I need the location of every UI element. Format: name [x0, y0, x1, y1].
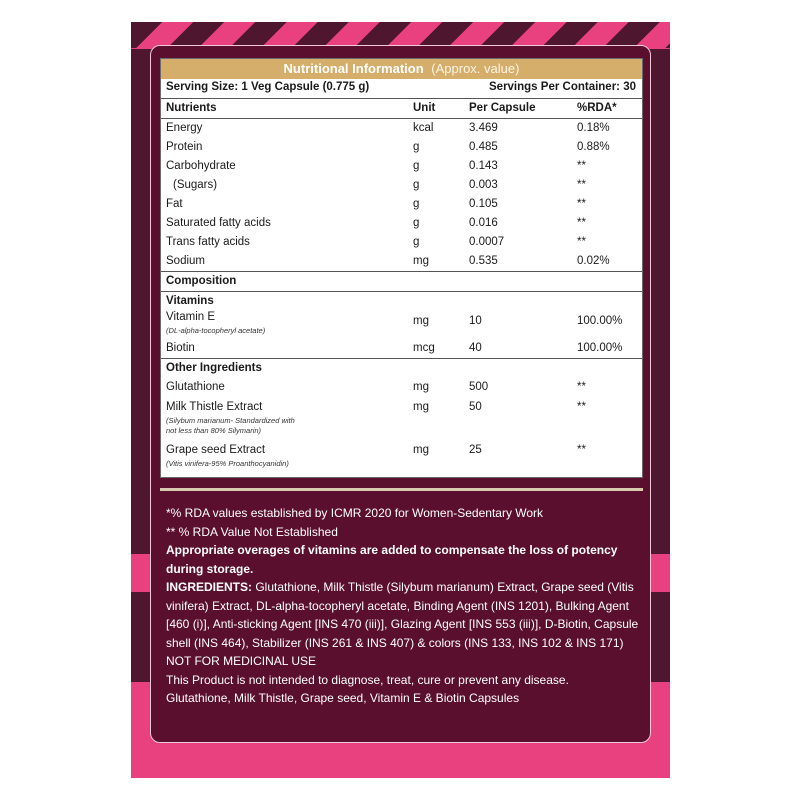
table-title-text: Nutritional Information: [283, 61, 424, 76]
nutrient-value: 0.016: [469, 217, 498, 229]
nutrient-unit: g: [413, 236, 420, 248]
biotin-rda: 100.00%: [577, 342, 623, 354]
composition-label: Composition: [166, 275, 237, 287]
nutrient-rda: **: [577, 198, 586, 210]
vitamin-e-name: Vitamin E: [166, 311, 216, 323]
nutrient-unit: g: [413, 179, 420, 191]
nutrient-name: Saturated fatty acids: [166, 217, 271, 229]
vitamins-block: [161, 292, 642, 359]
other-ingredients-block: [161, 359, 642, 468]
nutrition-table: [160, 58, 643, 478]
nutrient-name: Trans fatty acids: [166, 236, 250, 248]
notes-section: [166, 504, 641, 708]
composition-row: [161, 272, 642, 292]
biotin-unit: mcg: [413, 342, 435, 354]
nutrient-value: 0.0007: [469, 236, 505, 248]
vitamin-e-unit: mg: [413, 315, 429, 327]
nutrient-rda: 0.02%: [577, 255, 610, 267]
serving-row: [161, 79, 642, 99]
grape-seed-rda: **: [577, 444, 586, 456]
nutrient-value: 0.105: [469, 198, 498, 210]
nutrient-value: 3.469: [469, 122, 498, 134]
not-medicinal-note: NOT FOR MEDICINAL USE: [166, 654, 317, 668]
vitamins-label: Vitamins: [166, 295, 214, 307]
nutrient-value: 0.485: [469, 141, 498, 153]
grape-seed-value: 25: [469, 444, 482, 456]
header-rda: %RDA*: [577, 102, 617, 114]
header-per-capsule: Per Capsule: [469, 102, 536, 114]
nutrient-rda: 0.18%: [577, 122, 610, 134]
milk-thistle-name: Milk Thistle Extract: [166, 401, 263, 413]
servings-per-container: Servings Per Container: 30: [489, 81, 636, 93]
nutrient-unit: kcal: [413, 122, 434, 134]
milk-thistle-sub2: not less than 80% Silymarin): [166, 426, 262, 435]
other-ingredients-label: Other Ingredients: [166, 362, 262, 374]
rda-not-established-note: ** % RDA Value Not Established: [166, 524, 338, 539]
disclaimer-note: This Product is not intended to diagnose, treat, cure or prevent any disease.: [166, 672, 569, 687]
nutrient-unit: mg: [413, 255, 429, 267]
milk-thistle-rda: **: [577, 401, 586, 413]
biotin-name: Biotin: [166, 342, 195, 354]
overage-note: Appropriate overages of vitamins are added to compensate the loss of potency during storage.: [166, 543, 618, 576]
nutrient-rda: 0.88%: [577, 141, 610, 153]
ingredients-label: INGREDIENTS:: [166, 580, 253, 594]
nutrient-unit: g: [413, 198, 420, 210]
vitamin-e-rda: 100.00%: [577, 315, 623, 327]
ingredients-paragraph: [166, 578, 641, 652]
nutrient-name: (Sugars): [173, 179, 218, 191]
glutathione-unit: mg: [413, 381, 429, 393]
nutrient-rda: **: [577, 217, 586, 229]
nutrients-block: [161, 119, 642, 272]
grape-seed-unit: mg: [413, 444, 429, 456]
nutrient-value: 0.535: [469, 255, 498, 267]
product-name: Glutathione, Milk Thistle, Grape seed, Vitamin E & Biotin Capsules: [166, 691, 520, 705]
nutrient-unit: g: [413, 160, 420, 172]
nutrient-unit: g: [413, 217, 420, 229]
header-nutrients: Nutrients: [166, 102, 217, 114]
nutrient-unit: g: [413, 141, 420, 153]
vitamin-e-value: 10: [469, 315, 482, 327]
nutrient-name: Carbohydrate: [166, 160, 236, 172]
milk-thistle-value: 50: [469, 401, 482, 413]
milk-thistle-unit: mg: [413, 401, 429, 413]
glutathione-rda: **: [577, 381, 586, 393]
table-title: [161, 59, 642, 79]
ingredients-text: Glutathione, Milk Thistle (Silybum marianum) Extract, Grape seed (Vitis vinifera) Extract, DL-alpha-tocopheryl acetate, Binding Agent (INS 1201), Bulking Agent [460 (i)], Anti-sticking Agent [INS 470 (iii)], Glazing Agent [INS 553 (iii)], D-Biotin, Capsule shell (INS 464), Stabilizer (INS 261 & INS 407) & colors (INS 133, INS 102 & INS 171): [166, 580, 639, 650]
grape-seed-sub: (Vitis vinifera-95% Proanthocyanidin): [166, 459, 289, 468]
divider-line: [160, 488, 643, 491]
nutrient-name: Sodium: [166, 255, 205, 267]
nutrient-name: Energy: [166, 122, 203, 134]
nutrient-name: Protein: [166, 141, 203, 153]
glutathione-value: 500: [469, 381, 489, 393]
serving-size: Serving Size: 1 Veg Capsule (0.775 g): [166, 81, 370, 93]
rda-note: *% RDA values established by ICMR 2020 for Women-Sedentary Work: [166, 506, 544, 520]
nutrient-rda: **: [577, 160, 586, 172]
milk-thistle-sub1: (Silybum marianum- Standardized with: [166, 416, 295, 425]
nutrient-value: 0.143: [469, 160, 498, 172]
nutrient-rda: **: [577, 236, 586, 248]
biotin-value: 40: [469, 342, 482, 354]
nutrient-name: Fat: [166, 198, 183, 210]
nutrient-rda: **: [577, 179, 586, 191]
header-unit: Unit: [413, 102, 436, 114]
header-row: [161, 99, 642, 119]
nutrient-value: 0.003: [469, 179, 498, 191]
table-title-approx: (Approx. value): [431, 61, 520, 76]
vitamin-e-sub: (DL-alpha-tocopheryl acetate): [166, 326, 266, 335]
grape-seed-name: Grape seed Extract: [166, 444, 266, 456]
glutathione-name: Glutathione: [166, 381, 225, 393]
